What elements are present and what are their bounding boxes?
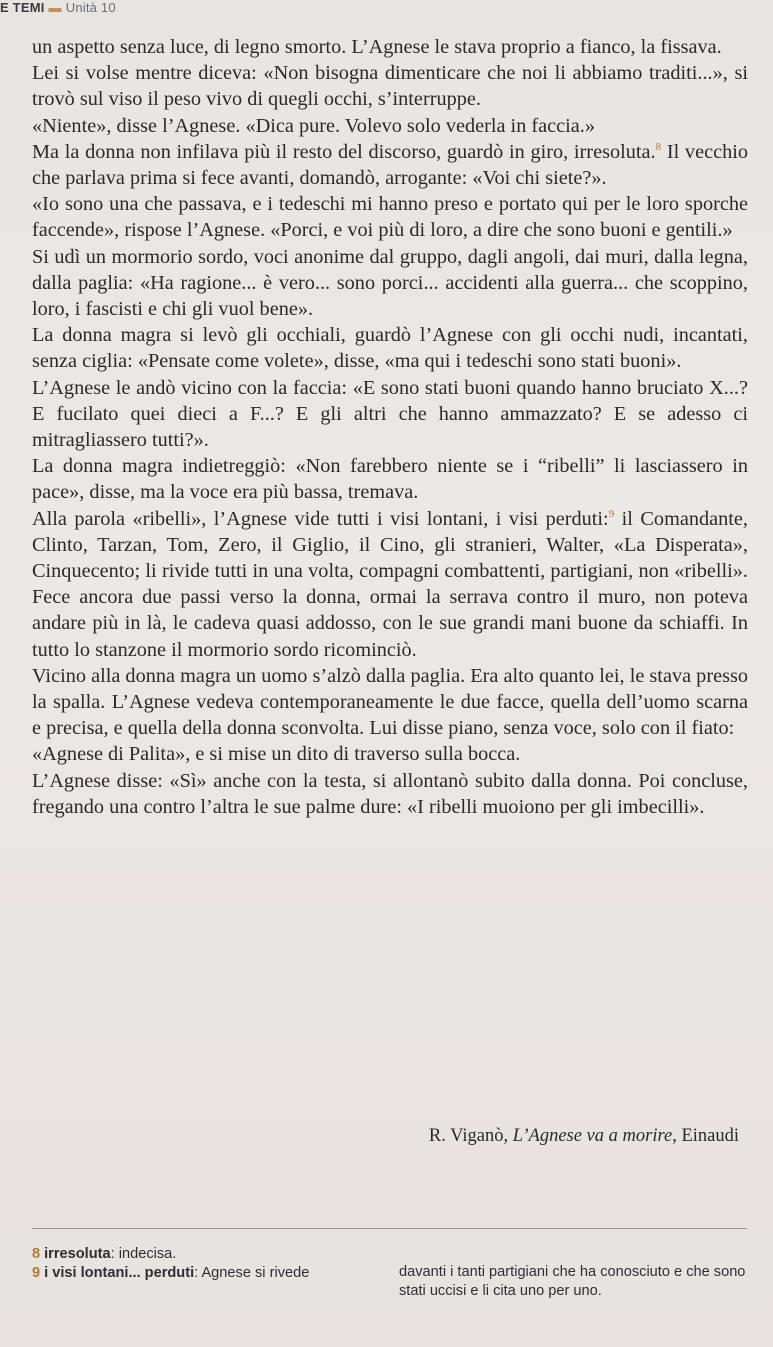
source-title: L’Agnese va a morire <box>512 1126 673 1146</box>
paragraph: La donna magra indietreggiò: «Non farebbero niente se i “ribelli” li lasciassero in pace», disse, ma la voce era più bassa, tremava. <box>32 455 748 504</box>
source-publisher: , Einaudi <box>672 1126 739 1146</box>
paragraph: «Niente», disse l’Agnese. «Dica pure. Volevo solo vederla in faccia.» <box>32 114 596 137</box>
footnote-text: : Agnese si rivede <box>194 1265 310 1281</box>
paragraph-text: il Comandante, Clinto, Tarzan, Tom, Zero, il Giglio, il Cino, gli stranieri, Walter, «La Disperata», Cinquecento; li rivide tutti in una volta, compagni combattenti, partigiani, non «ribelli». Fece ancora due passi verso la donna, ormai la serrava contro il muro, non poteva andare più in là, le cadeva quasi addosso, con le sue grandi mani buone da schiaffi. In tutto lo stanzone il mormorio sordo ricominciò. <box>32 507 748 661</box>
paragraph: «Agnese di Palita», e si mise un dito di traverso sulla bocca. <box>32 743 521 766</box>
footnote <box>32 1264 392 1283</box>
footnote-divider <box>32 1228 747 1229</box>
footnote-term: irresoluta <box>44 1246 111 1262</box>
footnote-number: 9 <box>32 1265 41 1281</box>
header-separator: ▬ <box>48 0 62 15</box>
source-citation <box>429 1126 739 1147</box>
paragraph-text: Ma la donna non infilava più il resto del discorso, guardò in giro, irresoluta. <box>32 140 656 163</box>
paragraph: un aspetto senza luce, di legno smorto. L’Agnese le stava proprio a fianco, la fissava. <box>32 36 722 58</box>
paragraph: Lei si volse mentre diceva: «Non bisogna dimenticare che noi li abbiamo traditi...», si trovò sul viso il peso vivo di quegli occhi, s’interruppe. <box>32 62 748 111</box>
excerpt-text <box>32 34 748 820</box>
paragraph <box>32 506 748 663</box>
section-title: E TEMI <box>0 0 45 15</box>
footnote-number: 8 <box>32 1246 41 1262</box>
paragraph: Vicino alla donna magra un uomo s’alzò dalla paglia. Era alto quanto lei, le stava presso la spalla. L’Agnese vedeva contemporaneamente le due facce, quella dell’uomo scarna e precisa, e quella della donna sconvolta. Lui disse piano, senza voce, solo con il fiato: <box>32 664 748 740</box>
paragraph-text: Alla parola «ribelli», l’Agnese vide tutti i visi lontani, i visi perduti: <box>32 507 609 530</box>
paragraph <box>32 139 748 191</box>
footnote-marker: 9 <box>608 507 615 520</box>
footnotes-right-column <box>399 1263 749 1301</box>
source-author: R. Viganò, <box>428 1126 509 1146</box>
page-header <box>0 0 116 22</box>
footnote-marker: 8 <box>655 141 662 154</box>
paragraph: Si udì un mormorio sordo, voci anonime dal gruppo, dagli angoli, dai muri, dalla legna, dalla paglia: «Ha ragione... è vero... sono porci... accidenti alla guerra... che scoppino, loro, i fascisti e chi gli vuol bene». <box>32 245 748 321</box>
paragraph: «Io sono una che passava, e i tedeschi mi hanno preso e portato qui per le loro sporche faccende», rispose l’Agnese. «Porci, e voi più di loro, a dire che sono buoni e gentili.» <box>32 193 748 242</box>
footnotes-left-column <box>32 1245 392 1283</box>
paragraph: La donna magra si levò gli occhiali, guardò l’Agnese con gli occhi nudi, incantati, senza ciglia: «Pensate come volete», disse, «ma qui i tedeschi sono stati buoni». <box>32 324 748 373</box>
unit-label: Unità 10 <box>65 0 116 15</box>
footnote <box>32 1245 392 1264</box>
footnote-text: davanti i tanti partigiani che ha conosciuto e che sono stati uccisi e li cita uno per uno. <box>399 1264 746 1299</box>
paragraph: L’Agnese disse: «Sì» anche con la testa, si allontanò subito dalla donna. Poi concluse, fregando una contro l’altra le sue palme dure: «I ribelli muoiono per gli imbecilli». <box>32 769 748 818</box>
footnote-term: i visi lontani... perduti <box>44 1265 195 1281</box>
paragraph-text: Il vecchio che parlava prima si fece avanti, domandò, arrogante: «Voi chi siete?». <box>32 140 748 190</box>
paragraph: L’Agnese le andò vicino con la faccia: «E sono stati buoni quando hanno bruciato X...? E fucilato quei dieci a F...? E gli altri che hanno ammazzato? E se adesso ci mitragliassero tutti?». <box>32 376 748 452</box>
footnote-text: : indecisa. <box>110 1246 177 1262</box>
